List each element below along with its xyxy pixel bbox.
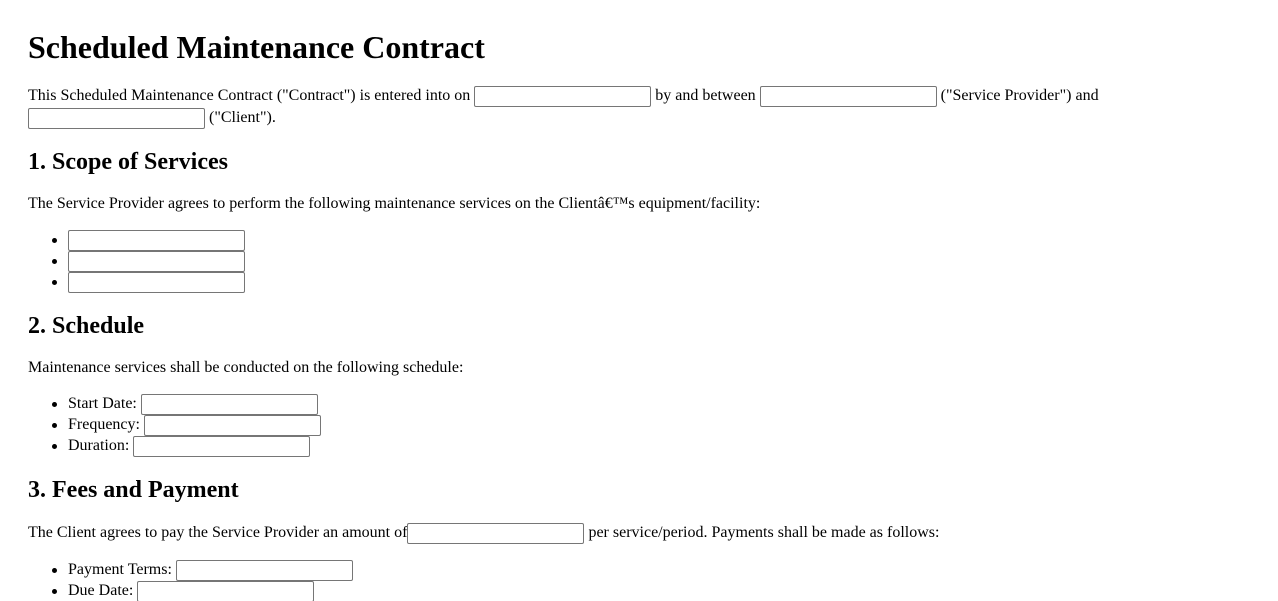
list-item — [28, 580, 353, 601]
fees-heading: 3. Fees and Payment — [28, 477, 239, 503]
scope-heading: 1. Scope of Services — [28, 149, 228, 175]
fees-text — [28, 522, 939, 544]
client-input[interactable] — [28, 108, 205, 129]
list-item — [28, 229, 245, 250]
duration-input[interactable] — [133, 436, 310, 457]
fees-list — [28, 559, 353, 601]
intro-paragraph — [28, 85, 1228, 129]
fees-text-after: per service/period. Payments shall be made as follows: — [588, 524, 940, 541]
duration-label: Duration: — [68, 437, 130, 454]
scope-service-input-2[interactable] — [68, 251, 245, 272]
service-provider-input[interactable] — [760, 86, 937, 107]
list-item — [28, 250, 245, 271]
scope-text: The Service Provider agrees to perform the following maintenance services on the Clientâ€™s equipment/facility: — [28, 195, 761, 212]
frequency-label: Frequency: — [68, 416, 140, 433]
intro-text-2: by and between — [655, 87, 756, 104]
list-item — [28, 435, 321, 456]
payment-terms-label: Payment Terms: — [68, 561, 172, 578]
intro-text-4: ("Client"). — [209, 108, 276, 126]
fees-text-before: The Client agrees to pay the Service Provider an amount of — [28, 524, 408, 541]
scope-list — [28, 229, 245, 292]
intro-text-3: ("Service Provider") and — [940, 87, 1099, 104]
intro-text-1: This Scheduled Maintenance Contract ("Contract") is entered into on — [28, 87, 471, 104]
fee-amount-input[interactable] — [407, 523, 584, 544]
list-item — [28, 271, 245, 292]
schedule-text: Maintenance services shall be conducted on the following schedule: — [28, 359, 464, 376]
start-date-input[interactable] — [141, 394, 318, 415]
due-date-input[interactable] — [137, 581, 314, 601]
payment-terms-input[interactable] — [176, 560, 353, 581]
contract-date-input[interactable] — [474, 86, 651, 107]
schedule-heading: 2. Schedule — [28, 313, 145, 339]
list-item — [28, 414, 321, 435]
due-date-label: Due Date: — [68, 582, 134, 599]
frequency-input[interactable] — [144, 415, 321, 436]
scope-service-input-1[interactable] — [68, 230, 245, 251]
list-item — [28, 393, 321, 414]
schedule-list — [28, 393, 321, 456]
scope-service-input-3[interactable] — [68, 272, 245, 293]
page-title: Scheduled Maintenance Contract — [28, 29, 485, 65]
start-date-label: Start Date: — [68, 395, 137, 412]
list-item — [28, 559, 353, 580]
